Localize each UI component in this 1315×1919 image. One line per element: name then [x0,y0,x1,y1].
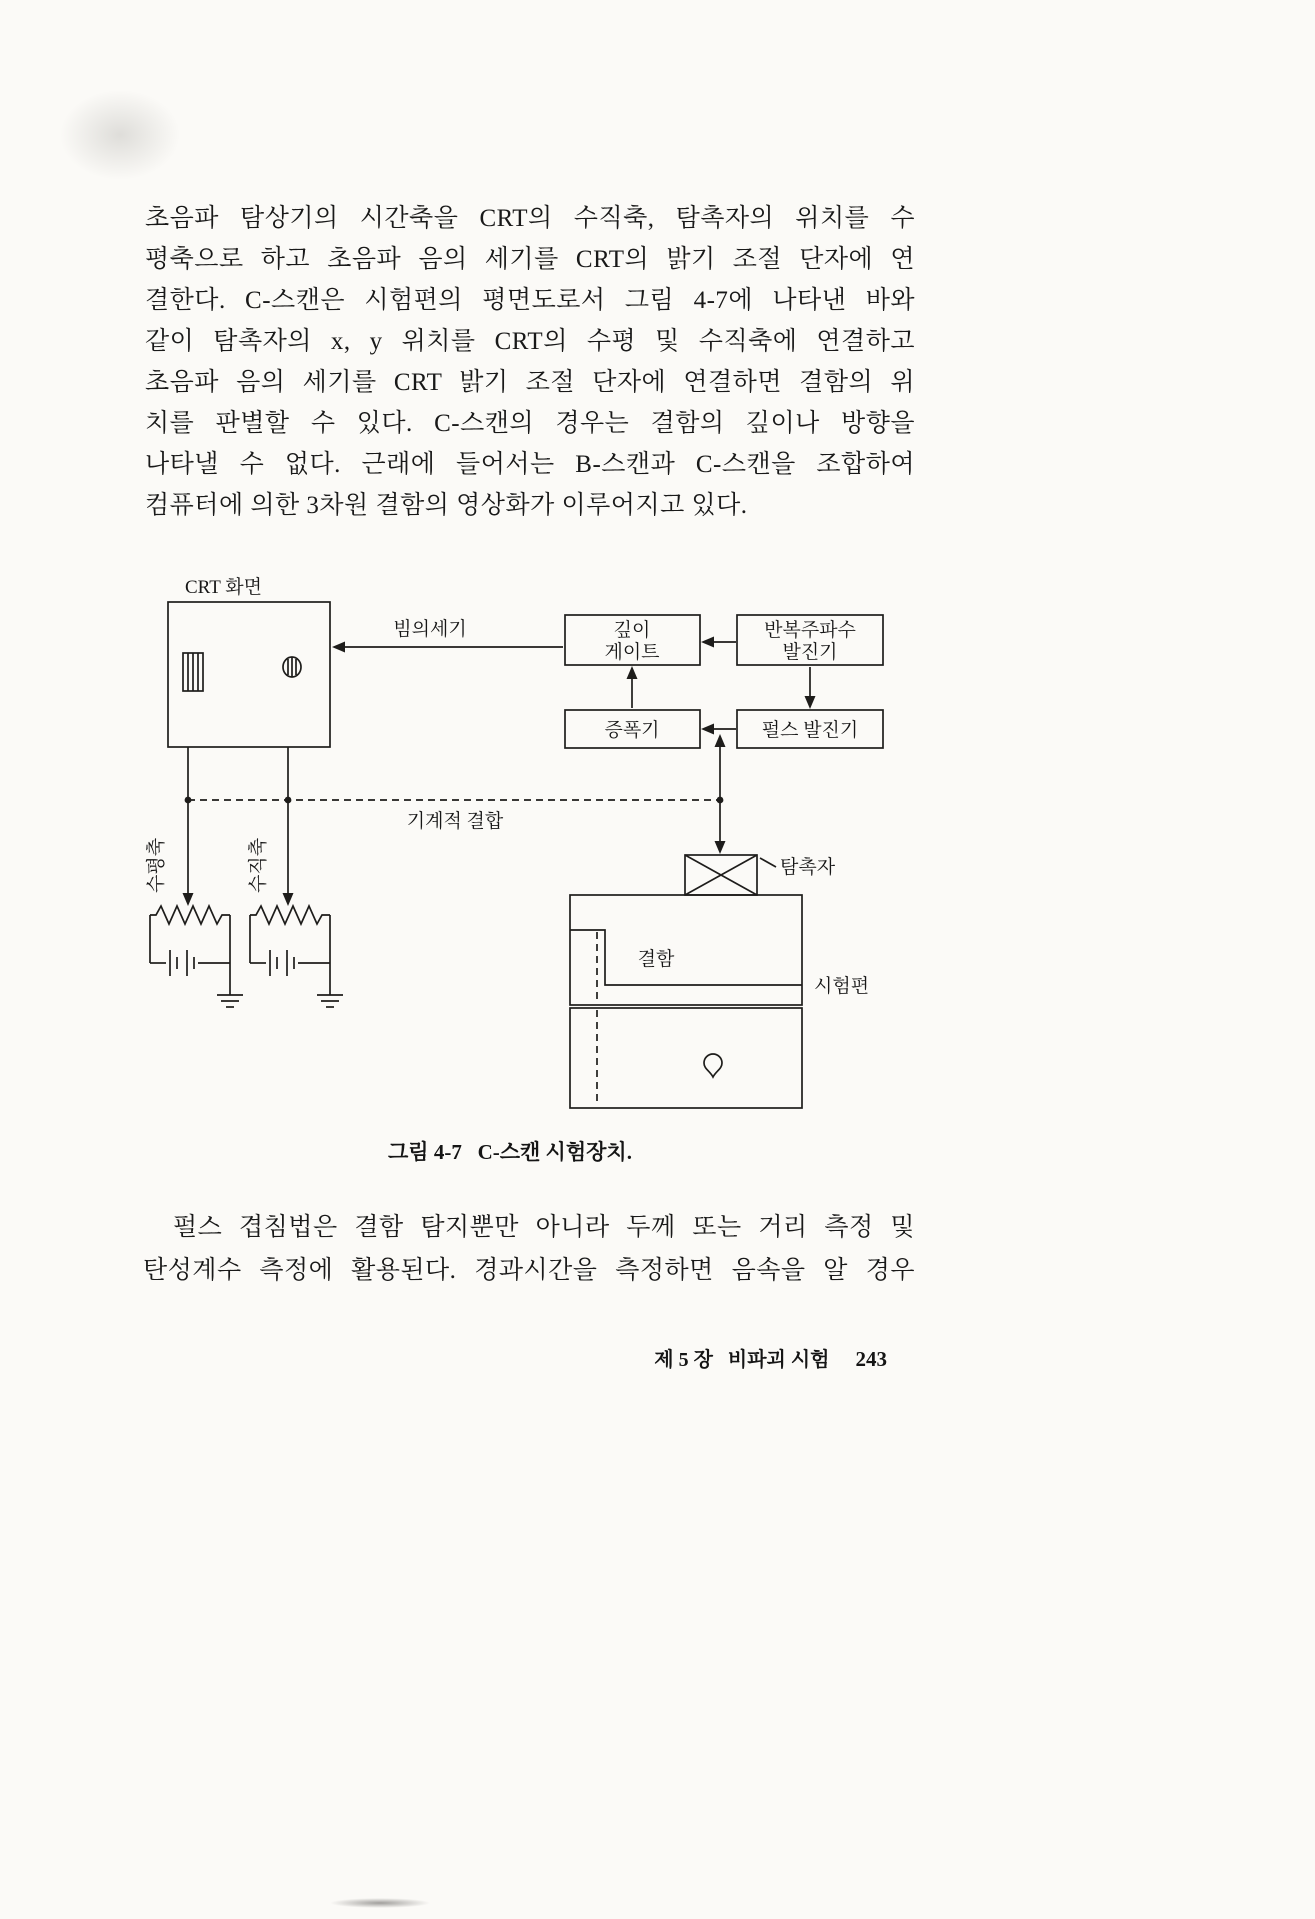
text-line: 평축으로 하고 초음파 음의 세기를 CRT의 밝기 조절 단자에 연 [145,246,915,273]
text-line: 같이 탐촉자의 x, y 위치를 CRT의 수평 및 수직축에 연결하고 [145,328,915,355]
text-line: 펄스 겹침법은 결함 탐지뿐만 아니라 두께 또는 거리 측정 및 [173,1214,915,1241]
defect-label: 결함 [637,949,675,970]
potentiometer-zigzag [150,906,230,924]
mechanical-coupling-label: 기계적 결합 [406,811,504,832]
figure-4-7-diagram [100,555,920,1155]
body-paragraph-1 [145,198,915,526]
probe-label: 탐촉자 [780,857,836,878]
beam-intensity-label: 빔의세기 [393,619,467,640]
connector-repfreq-to-pulse [805,667,816,709]
defect-step-line [570,930,802,985]
connector-repfreq-to-depthgate [701,637,736,648]
text-line: 치를 판별할 수 있다. C-스캔의 경우는 결함의 깊이나 방향을 [145,410,915,437]
battery-symbol [170,950,194,976]
probe [685,800,836,895]
ground-symbol [217,963,243,1007]
scan-artifact-corner [60,90,180,180]
defect-blob [704,1054,722,1077]
crt-screen [168,576,330,747]
vertical-axis-label: 수직축 [248,837,269,893]
scan-artifact-smudge [330,1898,430,1908]
horizontal-axis-label: 수평축 [146,837,167,893]
test-specimen [570,895,869,1108]
amplifier-label: 증폭기 [604,720,660,741]
horizontal-axis-potentiometer-circuit [150,906,243,1007]
depth-gate-box [565,615,700,665]
text-line: 초음파 음의 세기를 CRT 밝기 조절 단자에 연결하면 결함의 위 [145,369,915,396]
mechanical-coupling-line [185,797,724,832]
rep-freq-oscillator-box [737,615,883,665]
body-paragraph-2 [143,1206,915,1292]
connector-amplifier-to-depthgate [627,666,638,708]
depth-gate-label-1: 깊이 [613,620,651,641]
crt-screen-label: CRT 화면 [185,577,262,598]
pulse-oscillator-label: 펄스 발진기 [761,720,859,741]
crt-axis-lines [183,747,294,906]
footer-chapter: 제 5 장 비파괴 시험 [654,1349,830,1371]
connector-sync-up [715,734,726,800]
text-line: 컴퓨터에 의한 3차원 결함의 영상화가 이루어지고 있다. [145,492,748,519]
figure-caption: 그림 4-7 C-스캔 시험장치. [388,1140,632,1164]
pulse-oscillator-box [737,710,883,748]
page-footer [145,1320,887,1395]
text-line: 결한다. C-스캔은 시험편의 평면도로서 그림 4-7에 나타낸 바와 [145,287,915,314]
text-line: 나타낼 수 없다. 근래에 들어서는 B-스캔과 C-스캔을 조합하여 [145,451,915,478]
rep-freq-label-2: 발진기 [782,642,838,663]
connector-pulse-to-amplifier [701,724,736,735]
potentiometer-zigzag [250,906,330,924]
text-line: 초음파 탐상기의 시간축을 CRT의 수직축, 탐촉자의 위치를 수 [145,205,915,232]
ground-symbol [317,963,343,1007]
vertical-axis-potentiometer-circuit [250,906,343,1007]
arrowhead [332,642,345,653]
footer-page-number: 243 [855,1347,887,1371]
text-line: 탄성계수 측정에 활용된다. 경과시간을 측정하면 음속을 알 경우 [143,1257,915,1284]
battery-symbol [270,950,294,976]
amplifier-box [565,710,700,748]
depth-gate-label-2: 게이트 [604,642,660,663]
specimen-label: 시험편 [814,976,870,997]
rep-freq-label-1: 반복주파수 [764,620,856,641]
probe-label-leader [760,858,776,867]
beam-intensity-connector [332,618,563,653]
specimen-lower-box [570,1008,802,1108]
